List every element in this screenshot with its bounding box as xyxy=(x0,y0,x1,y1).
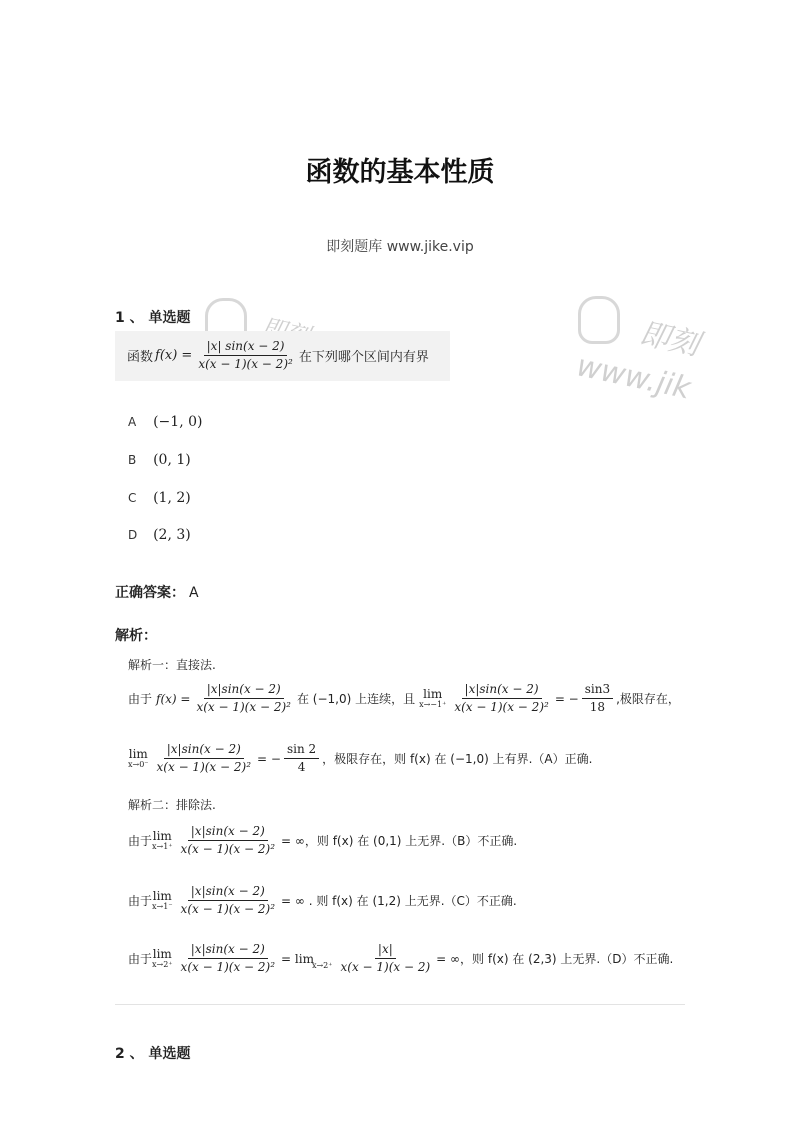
l3-lim-sub: x→1⁺ xyxy=(152,842,173,851)
page-subtitle: 即刻题库 www.jike.vip xyxy=(326,239,474,255)
l1-fraction xyxy=(193,682,293,715)
l5-equals: = lim xyxy=(281,951,314,966)
l1-result-num: sin3 xyxy=(582,682,613,699)
l1-denominator: x(x − 1)(x − 2)² xyxy=(196,700,291,714)
answer-label: 正确答案： xyxy=(115,585,185,601)
question-1-stem xyxy=(115,331,450,381)
l5-result-num: |x| xyxy=(375,942,396,959)
l2-limit xyxy=(128,748,149,769)
option-d-letter: D xyxy=(128,528,138,542)
l1-numerator-2: |x|sin(x − 2) xyxy=(462,682,542,699)
l1-result xyxy=(582,682,613,715)
l5-prefix: 由于 xyxy=(128,952,153,966)
l3-suffix: = ∞，则 f(x) 在 (0,1) 上无界.（B）不正确. xyxy=(281,834,518,848)
l5-numerator: |x|sin(x − 2) xyxy=(188,942,268,959)
analysis-line-3 xyxy=(128,824,517,857)
l2-denominator: x(x − 1)(x − 2)² xyxy=(156,760,252,774)
l2-suffix: ，极限存在，则 f(x) 在 (−1,0) 上有界.（A）正确. xyxy=(322,752,593,766)
stem-denominator: x(x − 1)(x − 2)² xyxy=(198,357,293,371)
correct-answer xyxy=(115,582,199,602)
l5-lim-sub: x→2⁺ xyxy=(152,960,173,969)
analysis-line-1 xyxy=(128,682,680,715)
l5-limit xyxy=(152,948,173,969)
stem-suffix: 在下列哪个区间内有界 xyxy=(298,350,429,365)
l1-fraction-2 xyxy=(451,682,551,715)
l4-limit xyxy=(152,890,173,911)
l5-suffix: = ∞，则 f(x) 在 (2,3) 上无界.（D）不正确. xyxy=(436,952,674,966)
l1-middle: 在 (−1,0) 上连续，且 xyxy=(296,692,416,706)
l2-equals: = − xyxy=(257,751,281,766)
analysis-method-1: 解析一：直接法. xyxy=(128,658,216,672)
l1-numerator: |x|sin(x − 2) xyxy=(204,682,284,699)
l1-denominator-2: x(x − 1)(x − 2)² xyxy=(454,700,549,714)
option-a-value: (−1, 0) xyxy=(153,414,203,430)
option-a[interactable] xyxy=(128,411,202,430)
l3-denominator: x(x − 1)(x − 2)² xyxy=(180,842,276,856)
l4-denominator: x(x − 1)(x − 2)² xyxy=(180,902,276,916)
l4-lim: lim xyxy=(152,889,172,903)
page-title: 函数的基本性质 xyxy=(305,157,495,188)
option-c[interactable] xyxy=(128,487,191,506)
l4-lim-sub: x→1⁻ xyxy=(152,902,173,911)
l5-denominator: x(x − 1)(x − 2)² xyxy=(180,960,276,974)
l4-fraction xyxy=(178,884,278,917)
option-c-value: (1, 2) xyxy=(153,490,191,506)
l5-lim: lim xyxy=(152,947,172,961)
answer-value: A xyxy=(189,585,199,601)
option-b[interactable] xyxy=(128,449,191,468)
l3-fraction xyxy=(178,824,278,857)
stem-formula xyxy=(127,339,429,372)
option-c-letter: C xyxy=(128,491,137,505)
stem-prefix: 函数 xyxy=(127,350,154,365)
analysis-line-2 xyxy=(128,742,592,775)
question-1-header: 1 、 单选题 xyxy=(115,310,191,326)
l3-prefix: 由于 xyxy=(128,834,153,848)
stem-fx: f(x) = xyxy=(155,348,193,363)
l2-lim: lim xyxy=(128,747,148,761)
l2-numerator: |x|sin(x − 2) xyxy=(164,742,244,759)
l3-limit xyxy=(152,830,173,851)
l1-prefix: 由于 xyxy=(128,692,153,706)
l2-result xyxy=(284,742,319,775)
stem-fraction xyxy=(195,339,295,372)
l2-result-den: 4 xyxy=(297,760,306,774)
l4-prefix: 由于 xyxy=(128,894,153,908)
l5-result-den: x(x − 1)(x − 2) xyxy=(340,960,431,974)
l1-limit xyxy=(419,688,446,709)
analysis-label: 解析： xyxy=(115,628,157,644)
l2-result-num: sin 2 xyxy=(284,742,319,759)
option-b-letter: B xyxy=(128,453,137,467)
l4-numerator: |x|sin(x − 2) xyxy=(188,884,268,901)
l5-lim-sub-2: x→2⁺ xyxy=(311,961,333,970)
l1-lim: lim xyxy=(423,687,443,701)
stem-numerator: |x| sin(x − 2) xyxy=(204,339,288,356)
analysis-method-2: 解析二：排除法. xyxy=(128,798,216,812)
l5-fraction-2 xyxy=(338,942,434,975)
option-a-letter: A xyxy=(128,415,137,429)
l2-fraction xyxy=(154,742,254,775)
l5-fraction xyxy=(178,942,278,975)
option-b-value: (0, 1) xyxy=(153,452,191,468)
question-divider xyxy=(115,1004,685,1005)
l2-lim-sub: x→0⁻ xyxy=(128,760,149,769)
question-2-header: 2 、 单选题 xyxy=(115,1046,191,1062)
option-d-value: (2, 3) xyxy=(153,527,191,543)
l4-suffix: = ∞ . 则 f(x) 在 (1,2) 上无界.（C）不正确. xyxy=(281,894,517,908)
l5-limit-sub xyxy=(312,947,333,970)
analysis-line-4 xyxy=(128,884,517,917)
l3-numerator: |x|sin(x − 2) xyxy=(188,824,268,841)
watermark-panda-icon-2 xyxy=(578,296,620,344)
l1-result-den: 18 xyxy=(589,700,606,714)
l3-lim: lim xyxy=(152,829,172,843)
analysis-line-5 xyxy=(128,942,673,975)
l1-suffix: ,极限存在， xyxy=(616,692,680,706)
l1-lim-sub: x→−1⁺ xyxy=(419,700,447,709)
l1-equals: = − xyxy=(554,691,579,706)
watermark-url: www.jik xyxy=(573,348,694,407)
option-d[interactable] xyxy=(128,524,191,543)
l1-fx: f(x) = xyxy=(156,691,191,706)
watermark-label-2: 即刻 xyxy=(636,316,703,363)
